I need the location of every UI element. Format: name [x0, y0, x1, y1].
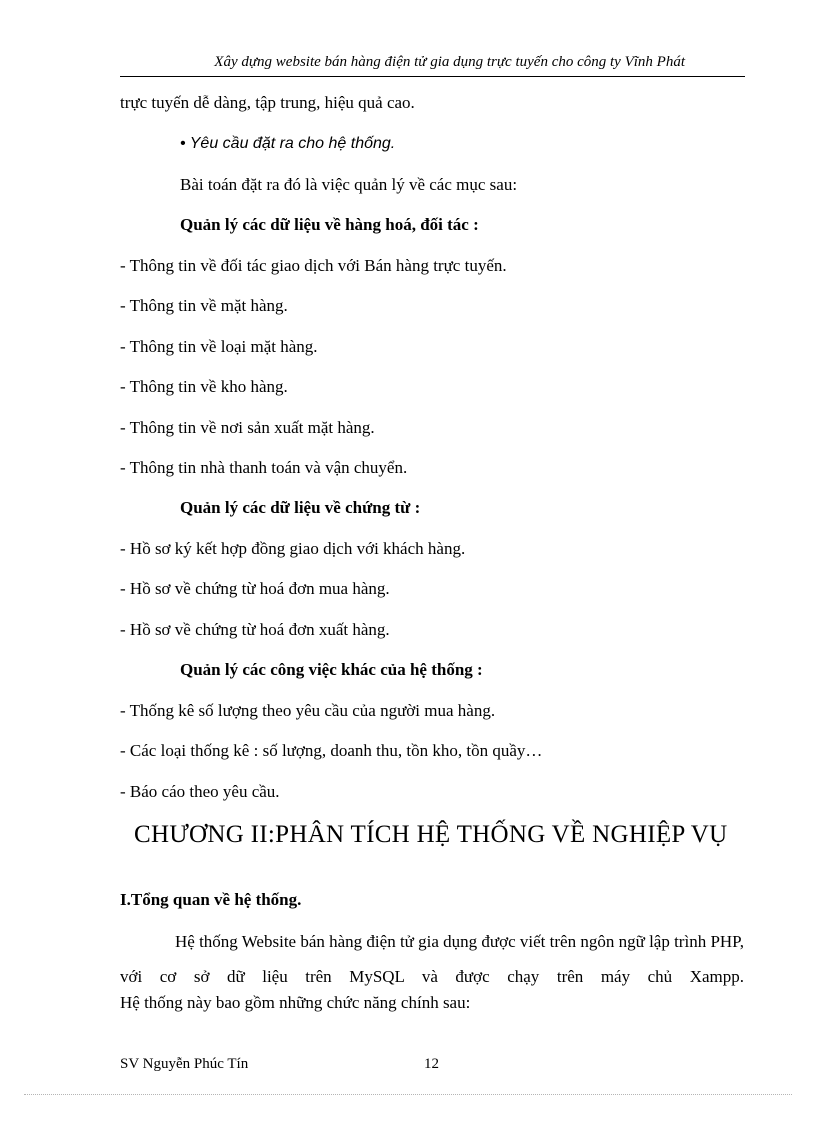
- group-heading-goods: Quản lý các dữ liệu về hàng hoá, đối tác :: [180, 215, 479, 234]
- page-header-title: Xây dựng website bán hàng điện tử gia dụng trực tuyến cho công ty Vĩnh Phát: [214, 54, 685, 70]
- page-bottom-divider: [24, 1094, 792, 1095]
- group-heading-other-tasks: Quản lý các công việc khác của hệ thống :: [180, 660, 483, 679]
- list-item: - Thông tin về đối tác giao dịch với Bán hàng trực tuyến.: [120, 256, 507, 275]
- group-heading-documents: Quản lý các dữ liệu về chứng từ :: [180, 498, 421, 517]
- intro-line: Bài toán đặt ra đó là việc quản lý về các mục sau:: [180, 175, 518, 194]
- list-item: - Thông tin về nơi sản xuất mặt hàng.: [120, 418, 375, 437]
- list-item: - Hồ sơ ký kết hợp đồng giao dịch với khách hàng.: [120, 539, 466, 558]
- list-item: - Các loại thống kê : số lượng, doanh thu, tồn kho, tồn quầy…: [120, 741, 543, 760]
- requirements-bullet: • Yêu cầu đặt ra cho hệ thống.: [180, 135, 396, 152]
- chapter-title: CHƯƠNG II:PHÂN TÍCH HỆ THỐNG VỀ NGHIỆP VỤ: [134, 821, 728, 848]
- continuation-line: trực tuyến dễ dàng, tập trung, hiệu quả cao.: [120, 93, 415, 112]
- list-item: - Thông tin về mặt hàng.: [120, 296, 288, 315]
- overview-paragraph: Hệ thống Website bán hàng điện tử gia dụng được viết trên ngôn ngữ lập trình PHP, với cơ sở dữ liệu trên MySQL và được chạy trên máy chủ Xampp.: [120, 932, 744, 986]
- list-item: - Hồ sơ về chứng từ hoá đơn xuất hàng.: [120, 620, 390, 639]
- list-item: - Thông tin nhà thanh toán và vận chuyển.: [120, 458, 408, 477]
- list-item: - Thống kê số lượng theo yêu cầu của người mua hàng.: [120, 701, 496, 720]
- section-title: I.Tổng quan về hệ thống.: [120, 890, 302, 909]
- list-item: - Thông tin về kho hàng.: [120, 377, 288, 396]
- list-item: - Hồ sơ về chứng từ hoá đơn mua hàng.: [120, 579, 390, 598]
- list-item: - Thông tin về loại mặt hàng.: [120, 337, 318, 356]
- closing-line: Hệ thống này bao gồm những chức năng chính sau:: [120, 993, 471, 1012]
- footer-page-number: 12: [424, 1056, 439, 1072]
- list-item: - Báo cáo theo yêu cầu.: [120, 782, 280, 801]
- header-rule: [120, 76, 745, 77]
- footer-author: SV Nguyễn Phúc Tín: [120, 1056, 249, 1072]
